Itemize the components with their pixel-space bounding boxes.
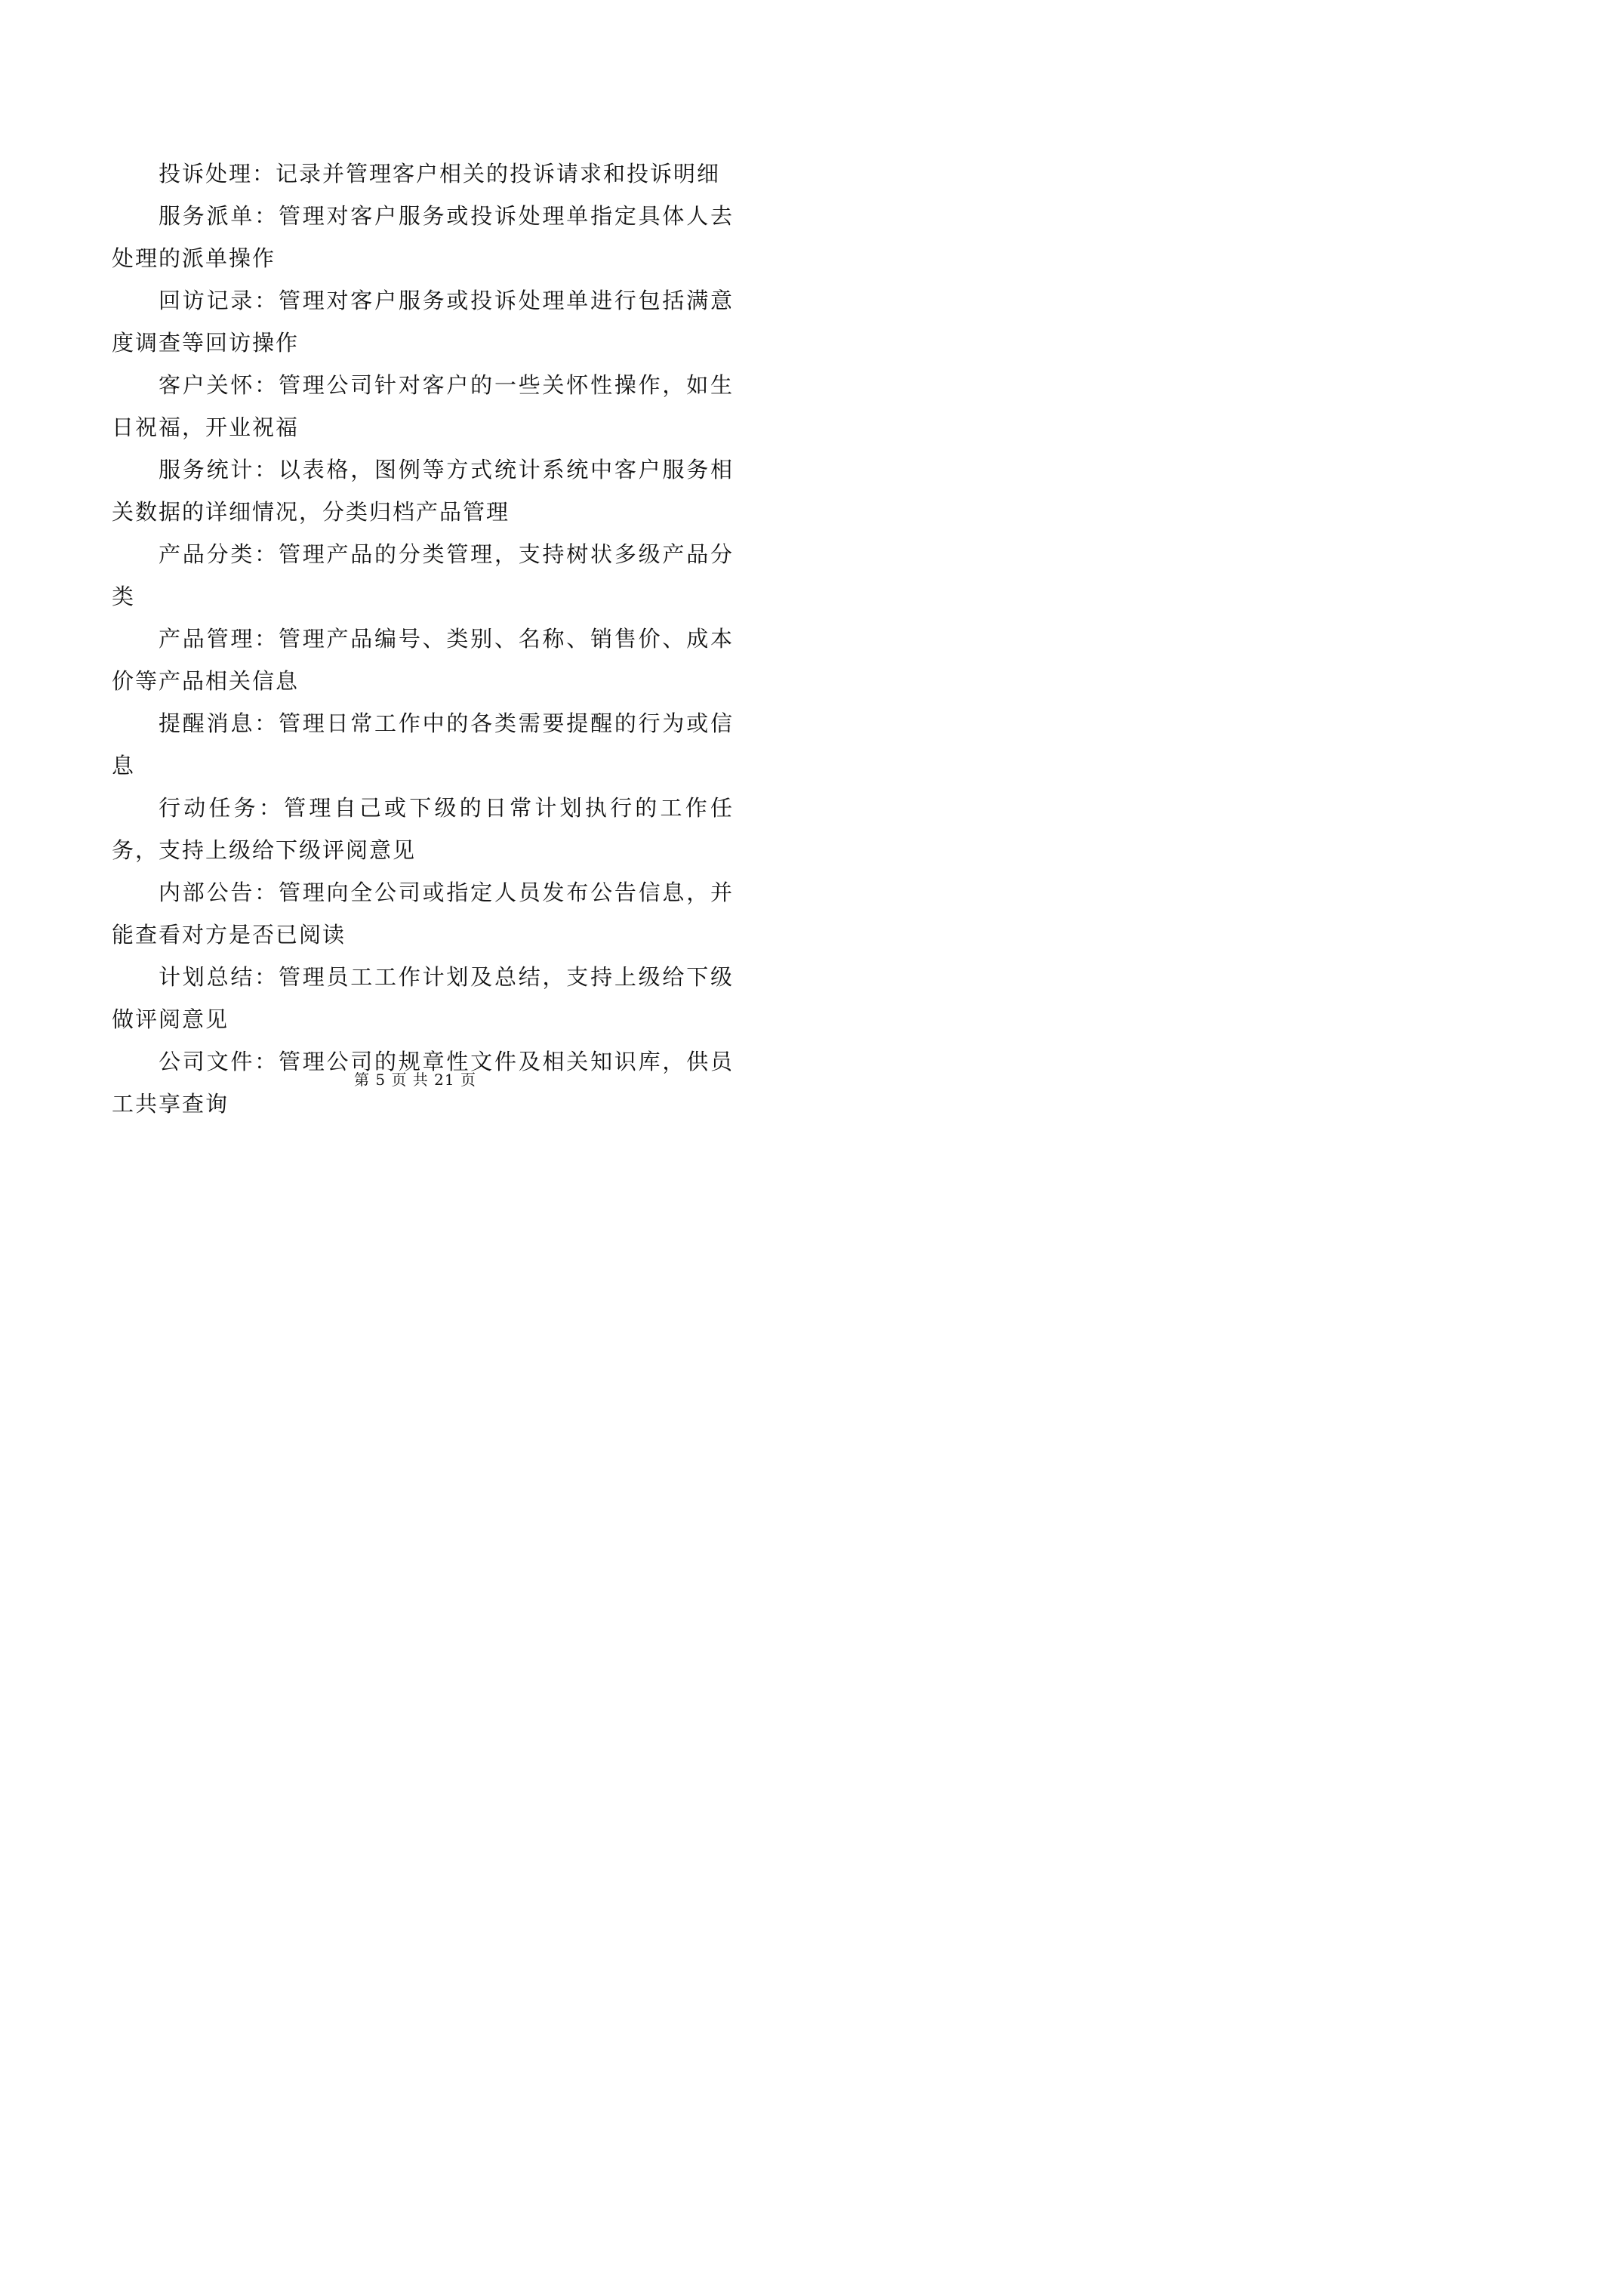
paragraph-complaint-handling: 投诉处理：记录并管理客户相关的投诉请求和投诉明细 <box>159 161 721 186</box>
document-body <box>112 153 734 1125</box>
paragraph-return-visit-record: 回访记录：管理对客户服务或投诉处理单进行包括满意度调查等回访操作 <box>112 288 734 356</box>
paragraph-product-management: 产品管理：管理产品编号、类别、名称、销售价、成本价等产品相关信息 <box>112 626 734 694</box>
paragraph-internal-announcement: 内部公告：管理向全公司或指定人员发布公告信息，并能查看对方是否已阅读 <box>112 880 734 948</box>
paragraph-product-category: 产品分类：管理产品的分类管理，支持树状多级产品分类 <box>112 541 734 609</box>
paragraph-action-tasks: 行动任务：管理自己或下级的日常计划执行的工作任务，支持上级给下级评阅意见 <box>112 795 734 863</box>
paragraph-plan-summary: 计划总结：管理员工工作计划及总结，支持上级给下级做评阅意见 <box>112 964 734 1032</box>
paragraph-service-dispatch: 服务派单：管理对客户服务或投诉处理单指定具体人去处理的派单操作 <box>112 203 734 271</box>
paragraph-reminder-messages: 提醒消息：管理日常工作中的各类需要提醒的行为或信息 <box>112 710 734 778</box>
paragraph-company-files: 公司文件：管理公司的规章性文件及相关知识库，供员工共享查询 <box>112 1049 734 1117</box>
document-page <box>0 0 830 1175</box>
paragraph-service-statistics: 服务统计：以表格，图例等方式统计系统中客户服务相关数据的详细情况，分类归档产品管理 <box>112 457 734 525</box>
page-number-footer: 第 5 页 共 21 页 <box>354 1071 476 1089</box>
paragraph-customer-care: 客户关怀：管理公司针对客户的一些关怀性操作，如生日祝福，开业祝福 <box>112 372 734 440</box>
